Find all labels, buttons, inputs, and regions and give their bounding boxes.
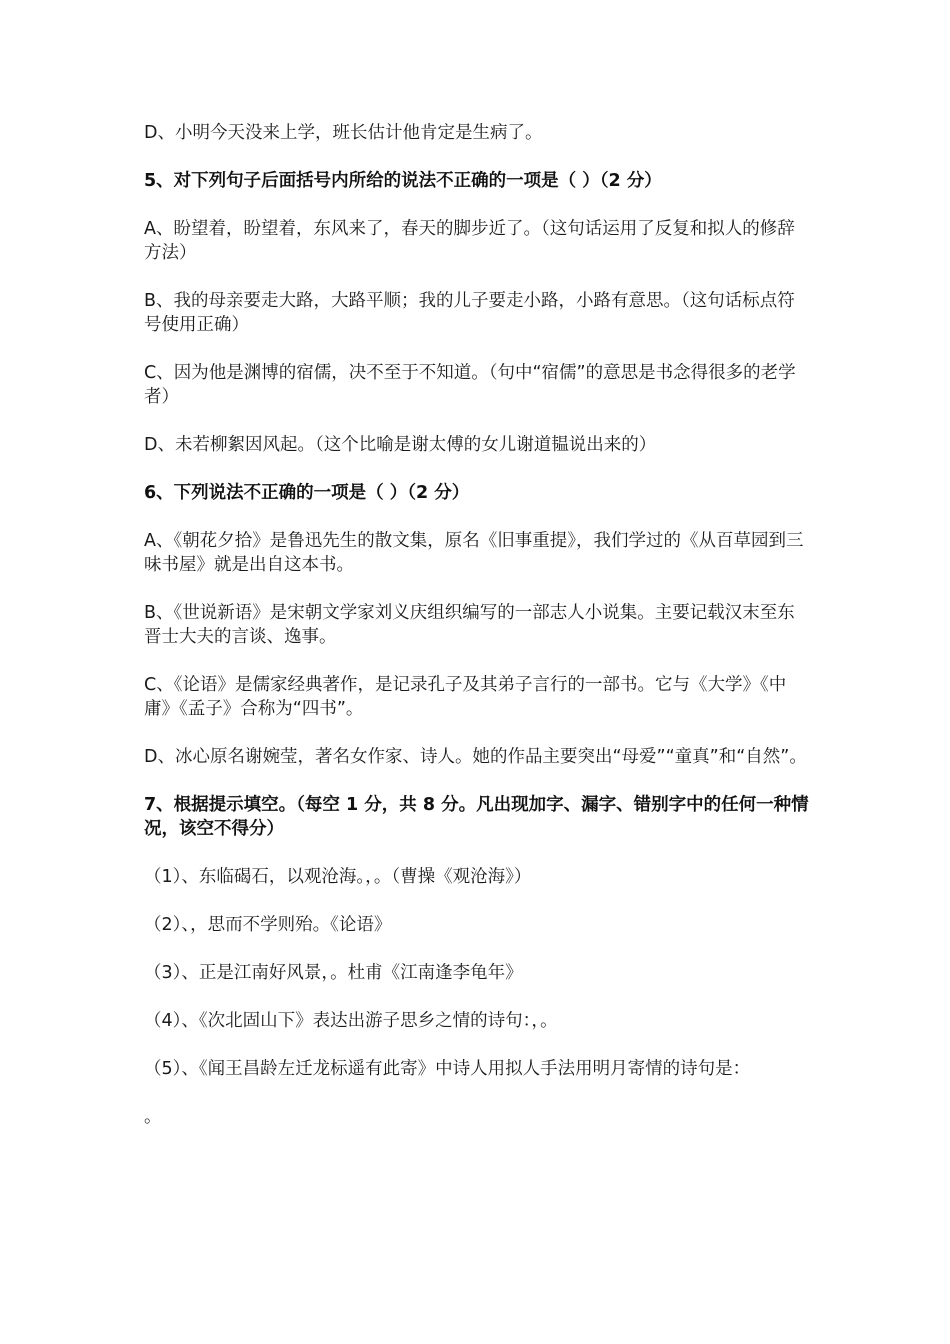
q7-blank-1: （1）、东临碣石，以观沧海。，。（曹操《观沧海》） bbox=[144, 867, 532, 887]
q6-option-a: A、《朝花夕拾》是鲁迅先生的散文集，原名《旧事重提》，我们学过的《从百草园到三味书屋》就是出自这本书。 bbox=[144, 531, 804, 575]
q4-option-d: D、小明今天没来上学，班长估计他肯定是生病了。 bbox=[144, 123, 543, 143]
question-5: 5、对下列句子后面括号内所给的说法不正确的一项是（ ）（2 分） bbox=[144, 171, 662, 191]
question-6: 6、下列说法不正确的一项是（ ）（2 分） bbox=[144, 483, 470, 503]
q7-blank-5-answer-line: 。 bbox=[144, 1107, 162, 1127]
q5-option-a: A、盼望着，盼望着，东风来了，春天的脚步近了。（这句话运用了反复和拟人的修辞方法） bbox=[144, 219, 795, 263]
document-page bbox=[144, 121, 810, 1153]
q6-option-c: C、《论语》是儒家经典著作，是记录孔子及其弟子言行的一部书。它与《大学》《中庸》《孟子》合称为“四书”。 bbox=[144, 675, 787, 719]
q5-option-d: D、未若柳絮因风起。（这个比喻是谢太傅的女儿谢道韫说出来的） bbox=[144, 435, 657, 455]
q6-option-d: D、冰心原名谢婉莹，著名女作家、诗人。她的作品主要突出“母爱”“童真”和“自然”。 bbox=[144, 747, 807, 767]
q7-blank-2: （2）、，思而不学则殆。《论语》 bbox=[144, 915, 392, 935]
question-7: 7、根据提示填空。（每空 1 分，共 8 分。凡出现加字、漏字、错别字中的任何一种情况，该空不得分） bbox=[144, 795, 809, 839]
q6-option-b: B、《世说新语》是宋朝文学家刘义庆组织编写的一部志人小说集。主要记载汉末至东晋士大夫的言谈、逸事。 bbox=[144, 603, 795, 647]
q5-option-c: C、因为他是渊博的宿儒，决不至于不知道。（句中“宿儒”的意思是书念得很多的老学者） bbox=[144, 363, 796, 407]
q7-blank-3: （3）、正是江南好风景，。杜甫《江南逢李龟年》 bbox=[144, 963, 523, 983]
q7-blank-4: （4）、《次北固山下》表达出游子思乡之情的诗句：，。 bbox=[144, 1011, 558, 1031]
q7-blank-5: （5）、《闻王昌龄左迁龙标遥有此寄》中诗人用拟人手法用明月寄情的诗句是： bbox=[144, 1059, 751, 1079]
q5-option-b: B、我的母亲要走大路，大路平顺；我的儿子要走小路，小路有意思。（这句话标点符号使用正确） bbox=[144, 291, 795, 335]
